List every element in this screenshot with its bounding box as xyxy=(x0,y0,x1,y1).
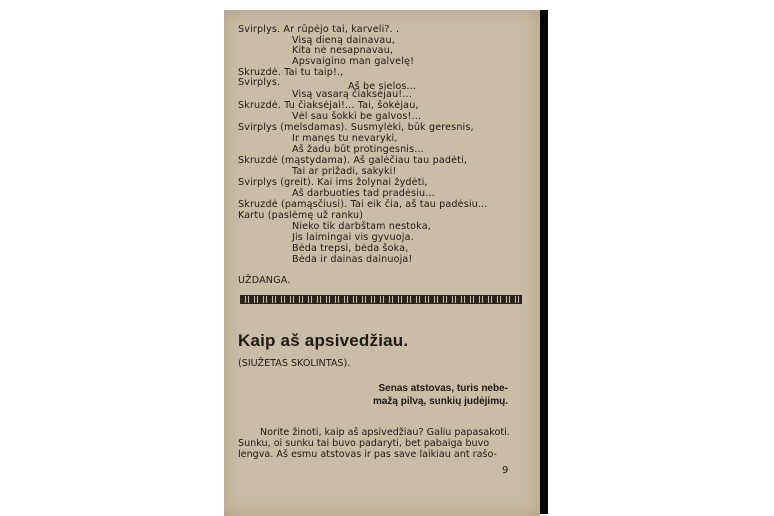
dialogue-line: Svirplys. Ar rūpėjo tai, karveli?. . xyxy=(238,24,400,35)
paragraph-line-2: Sunku, oi sunku tai buvo padaryti, bet pabaiga buvo xyxy=(238,438,490,449)
dialogue-line: Nieko tik darbštam nestoka, xyxy=(292,221,431,232)
dialogue-line: Aš darbuoties tad pradėsiu... xyxy=(292,188,435,199)
dialogue-line: Svirplys. xyxy=(238,77,281,88)
dialogue-line: Bėda trepsi, bėda šoka, xyxy=(292,243,409,254)
svirplys-reply: Aš be sielos... xyxy=(348,81,417,92)
stage-direction-line-2: mažą pilvą, sunkių judėjimų. xyxy=(372,396,508,407)
book-page xyxy=(224,10,540,516)
dialogue-line: Kita nė nesapnavau, xyxy=(292,45,394,56)
dialogue-line: Visą vasarą čiaksėjau!... xyxy=(292,89,412,100)
dialogue-line: Visą dieną dainavau, xyxy=(292,35,395,46)
dialogue-line: Tai ar prižadi, sakyki! xyxy=(292,166,397,177)
section-title: Kaip aš apsivedžiau. xyxy=(238,331,409,350)
dialogue-line: Skruzdė (mąstydama). Aš galėčiau tau padėti, xyxy=(238,155,468,166)
paragraph-line-3: lengva. Aš esmu atstovas ir pas save laikiau ant rašo- xyxy=(238,449,497,460)
dialogue-line: Svirplys (melsdamas). Susmylėki, būk geresnis, xyxy=(238,122,474,133)
dialogue-line: Jis laimingai vis gyvuoja. xyxy=(292,232,414,243)
dialogue-line: Aš žadu būt protingesnis... xyxy=(292,144,424,155)
dialogue-line: Svirplys (greit). Kai ims žolynai žydėti, xyxy=(238,177,428,188)
dialogue-line: Bėda ir dainas dainuoja! xyxy=(292,254,413,265)
dialogue-line: Ir manęs tu nevaryki, xyxy=(292,133,398,144)
stage-direction-line-1: Senas atstovas, turis nebe- xyxy=(378,383,508,394)
dialogue-line: Kartu (paslėmę už ranku) xyxy=(238,210,364,221)
dialogue-line: Skruzdė. Tai tu taip!., xyxy=(238,67,344,78)
dialogue-line: Vėl sau šokki be galvos!... xyxy=(292,111,422,122)
section-subtitle: (SIUŽETAS SKOLINTAS). xyxy=(238,358,351,369)
dialogue-line: Skruzdė. Tu čiaksėjai!... Tai, šokėjau, xyxy=(238,100,419,111)
page-number: 9 xyxy=(502,465,509,476)
dialogue-line: Apsvaigino man galvelę! xyxy=(292,56,415,67)
curtain-label: UŽDANGA. xyxy=(238,275,291,286)
decorative-border xyxy=(240,295,522,304)
dialogue-line: Skruzdė (pamąsčiusi). Tai eik čia, aš tau padėsiu... xyxy=(238,199,488,210)
paragraph-line-1: Norite žinoti, kaip aš apsivedžiau? Galiu papasakoti. xyxy=(260,427,510,438)
